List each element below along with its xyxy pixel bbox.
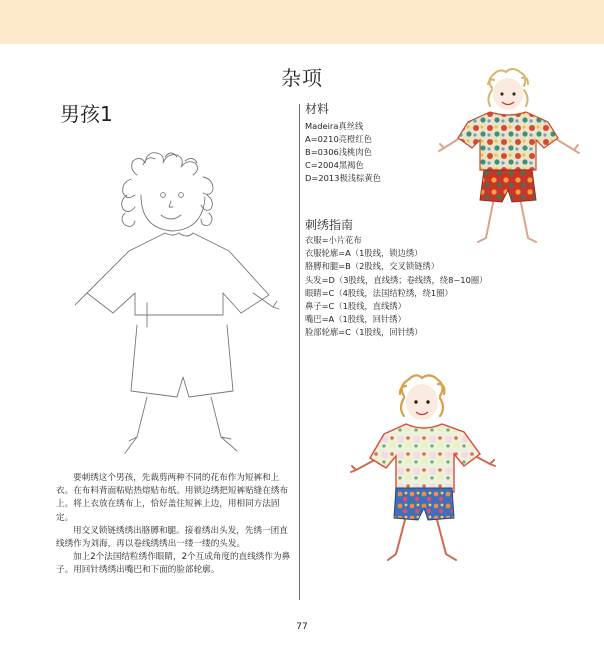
materials-list <box>305 120 381 185</box>
instructions-text <box>56 472 294 578</box>
guide-heading: 刺绣指南 <box>305 218 354 232</box>
header-band <box>0 0 604 44</box>
guide-item: 眼睛=C（4股线，法国结粒绣，绕1圈） <box>305 287 453 298</box>
project-title: 男孩1 <box>60 102 113 126</box>
boy-outline-pattern <box>75 135 290 465</box>
instruction-paragraph: 用交叉锁链绣绣出胳膊和腿。接着绣出头发，先绣一团直线绣作为刘海，再以卷线绣绣出一缕一缕的头发。 <box>56 525 288 550</box>
section-title: 杂项 <box>281 66 323 90</box>
materials-item: A=0210亮橙红色 <box>305 134 372 144</box>
guide-item: 鼻子=C（1股线，直线绣） <box>305 301 406 312</box>
embroidered-boy-photo-large <box>348 370 498 570</box>
guide-item: 嘴巴=A（1股线，回针绣） <box>305 314 406 325</box>
materials-item: D=2013极浅棕黄色 <box>305 173 381 183</box>
instruction-paragraph: 要刺绣这个男孩，先裁剪两种不同的花布作为短裤和上衣。在布料背面粘贴热熔贴布纸。用锁边绣把短裤贴缝在绣布上。将上衣放在绣布上，恰好盖住短裤上边，用相同方法固定。 <box>56 473 289 523</box>
guide-list <box>305 234 487 340</box>
guide-item: 胳膊和腿=B（2股线，交叉锁链绣） <box>305 261 440 272</box>
column-divider <box>299 104 300 600</box>
materials-item: C=2004黑褐色 <box>305 160 364 170</box>
guide-item: 衣服轮廓=A（1股线，锁边绣） <box>305 248 423 259</box>
instruction-paragraph: 加上2个法国结粒绣作眼睛，2个互成角度的直线绣作为鼻子。用回针绣绣出嘴巴和下面的脸部轮廓。 <box>56 552 291 576</box>
materials-item: B=0306浅桃肉色 <box>305 147 372 157</box>
materials-heading: 材料 <box>305 102 330 116</box>
guide-item: 脸部轮廓=C（1股线，回针绣） <box>305 327 423 338</box>
materials-item: Madeira真丝线 <box>305 121 364 131</box>
embroidered-boy-photo-small <box>430 68 590 248</box>
guide-item: 衣服=小片花布 <box>305 235 362 245</box>
page-number: 77 <box>296 622 308 632</box>
guide-item: 头发=D（3股线，直线绣；卷线绣，绕8~10圈） <box>305 274 488 285</box>
